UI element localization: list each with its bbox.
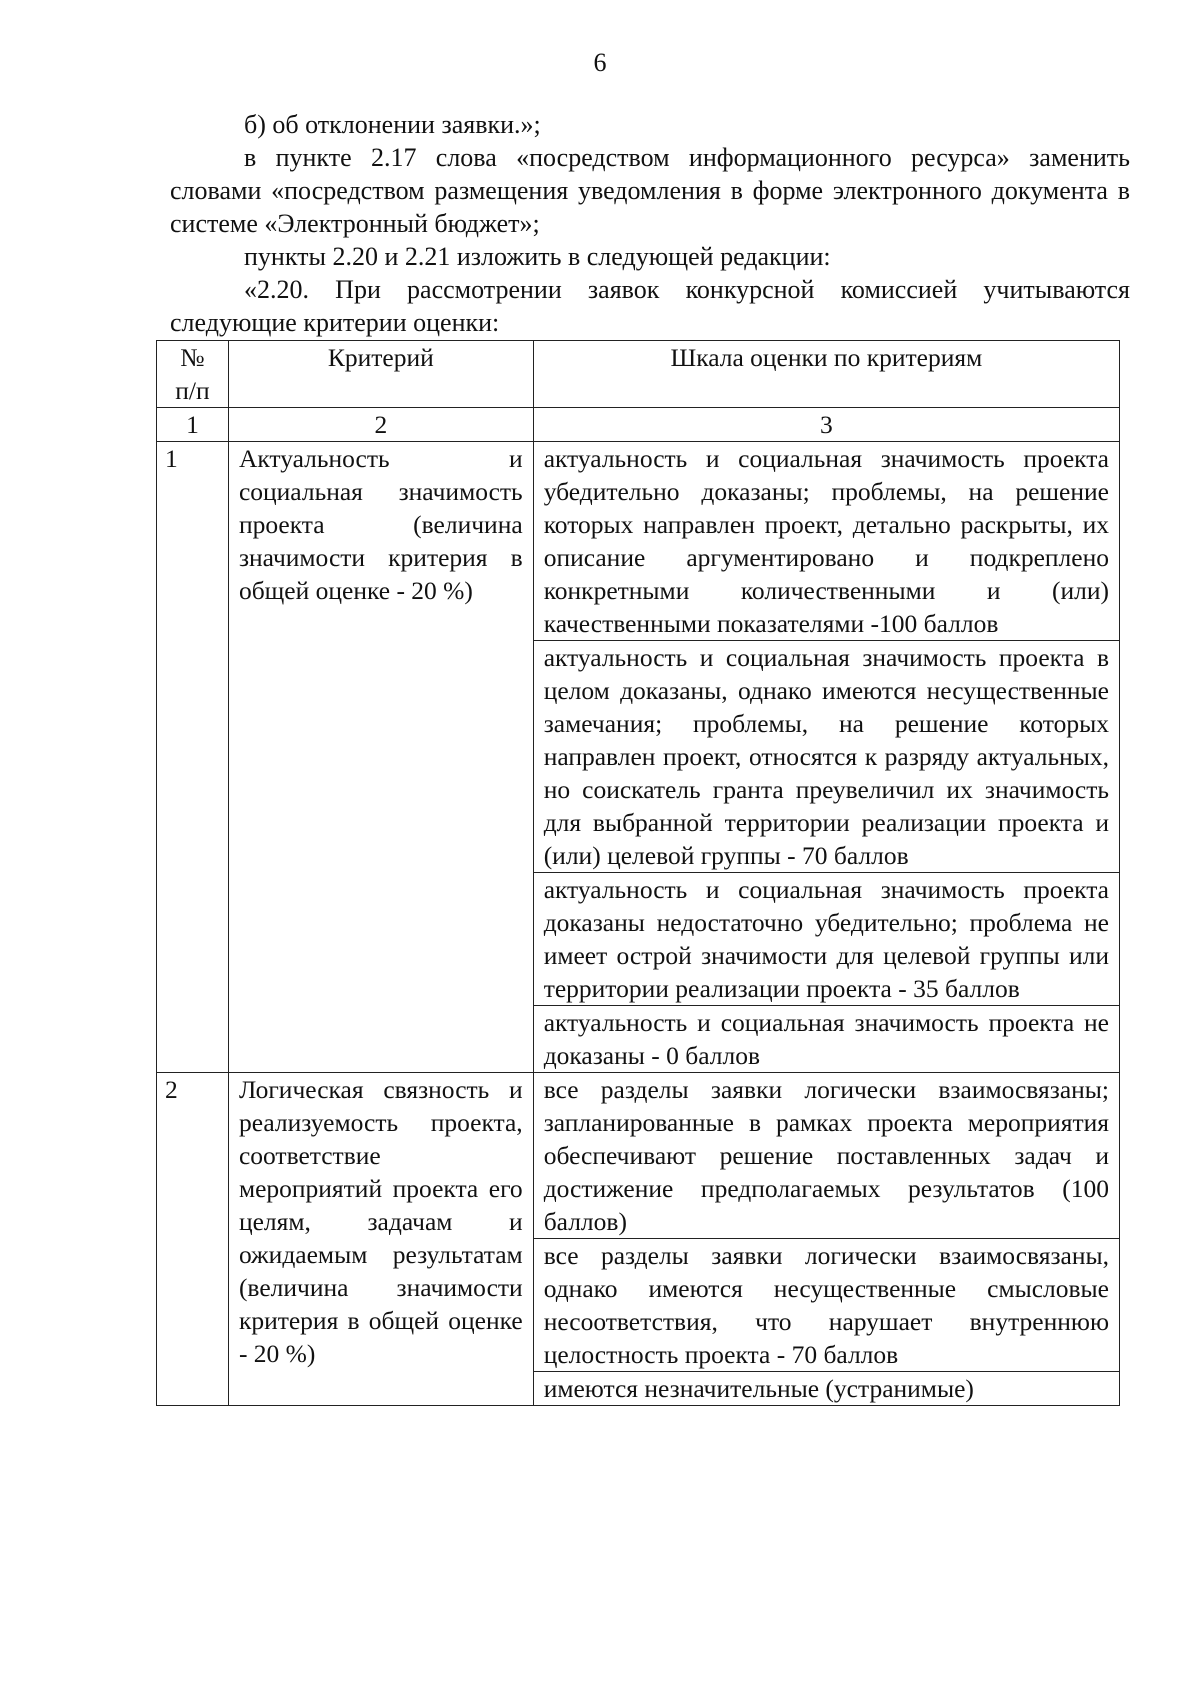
criterion-text: Логическая связность и реализуемость проекта, соответствие мероприятий проекта его целям, задачам и ожидаемым результатам (величина значимости критерия в общей оценке - 20 %) bbox=[228, 1073, 533, 1406]
header-scale: Шкала оценки по критериям bbox=[533, 341, 1119, 408]
table-row bbox=[157, 1073, 1120, 1406]
body-text bbox=[170, 108, 1130, 339]
header-criterion: Критерий bbox=[228, 341, 533, 408]
row-number: 2 bbox=[157, 1073, 229, 1406]
column-number-row bbox=[157, 408, 1120, 442]
scale-item: актуальность и социальная значимость проекта в целом доказаны, однако имеются несущественные замечания; проблемы, на решение которых направлен проект, относятся к разряду актуальных, но соискатель гранта преувеличил их значимость для выбранной территории реализации проекта и (или) целевой группы - 70 баллов bbox=[534, 641, 1119, 873]
scale-cell bbox=[533, 1073, 1119, 1406]
column-number: 3 bbox=[533, 408, 1119, 442]
row-number: 1 bbox=[157, 442, 229, 1073]
paragraph: пункты 2.20 и 2.21 изложить в следующей редакции: bbox=[244, 242, 831, 271]
scale-item: имеются незначительные (устранимые) bbox=[543, 1374, 974, 1403]
header-row bbox=[157, 341, 1120, 408]
paragraph: «2.20. При рассмотрении заявок конкурсной комиссией учитываются следующие критерии оценки: bbox=[170, 275, 1130, 337]
column-number: 2 bbox=[228, 408, 533, 442]
paragraph: в пункте 2.17 слова «посредством информационного ресурса» заменить словами «посредством размещения уведомления в форме электронного документа в системе «Электронный бюджет»; bbox=[170, 143, 1130, 238]
paragraph: б) об отклонении заявки.»; bbox=[244, 110, 541, 139]
criteria-table bbox=[156, 340, 1120, 1406]
header-num: № п/п bbox=[157, 341, 229, 408]
scale-cell bbox=[533, 442, 1119, 1073]
page-number: 6 bbox=[593, 48, 607, 77]
scale-item: актуальность и социальная значимость проекта не доказаны - 0 баллов bbox=[543, 1008, 1109, 1070]
scale-item: все разделы заявки логически взаимосвязаны, однако имеются несущественные смысловые несоответствия, что нарушает внутреннюю целостность проекта - 70 баллов bbox=[534, 1239, 1119, 1372]
column-number: 1 bbox=[157, 408, 229, 442]
scale-item: актуальность и социальная значимость проекта убедительно доказаны; проблемы, на решение которых направлен проект, детально раскрыты, их описание аргументировано и подкреплено конкретными количественными и (или) качественными показателями -100 баллов bbox=[534, 442, 1119, 641]
scale-item: актуальность и социальная значимость проекта доказаны недостаточно убедительно; проблема не имеет острой значимости для целевой группы или территории реализации проекта - 35 баллов bbox=[534, 873, 1119, 1006]
criterion-text: Актуальность и социальная значимость проекта (величина значимости критерия в общей оценке - 20 %) bbox=[228, 442, 533, 1073]
scale-item: все разделы заявки логически взаимосвязаны; запланированные в рамках проекта мероприятия обеспечивают решение поставленных задач и достижение предполагаемых результатов (100 баллов) bbox=[534, 1073, 1119, 1239]
table-row bbox=[157, 442, 1120, 1073]
